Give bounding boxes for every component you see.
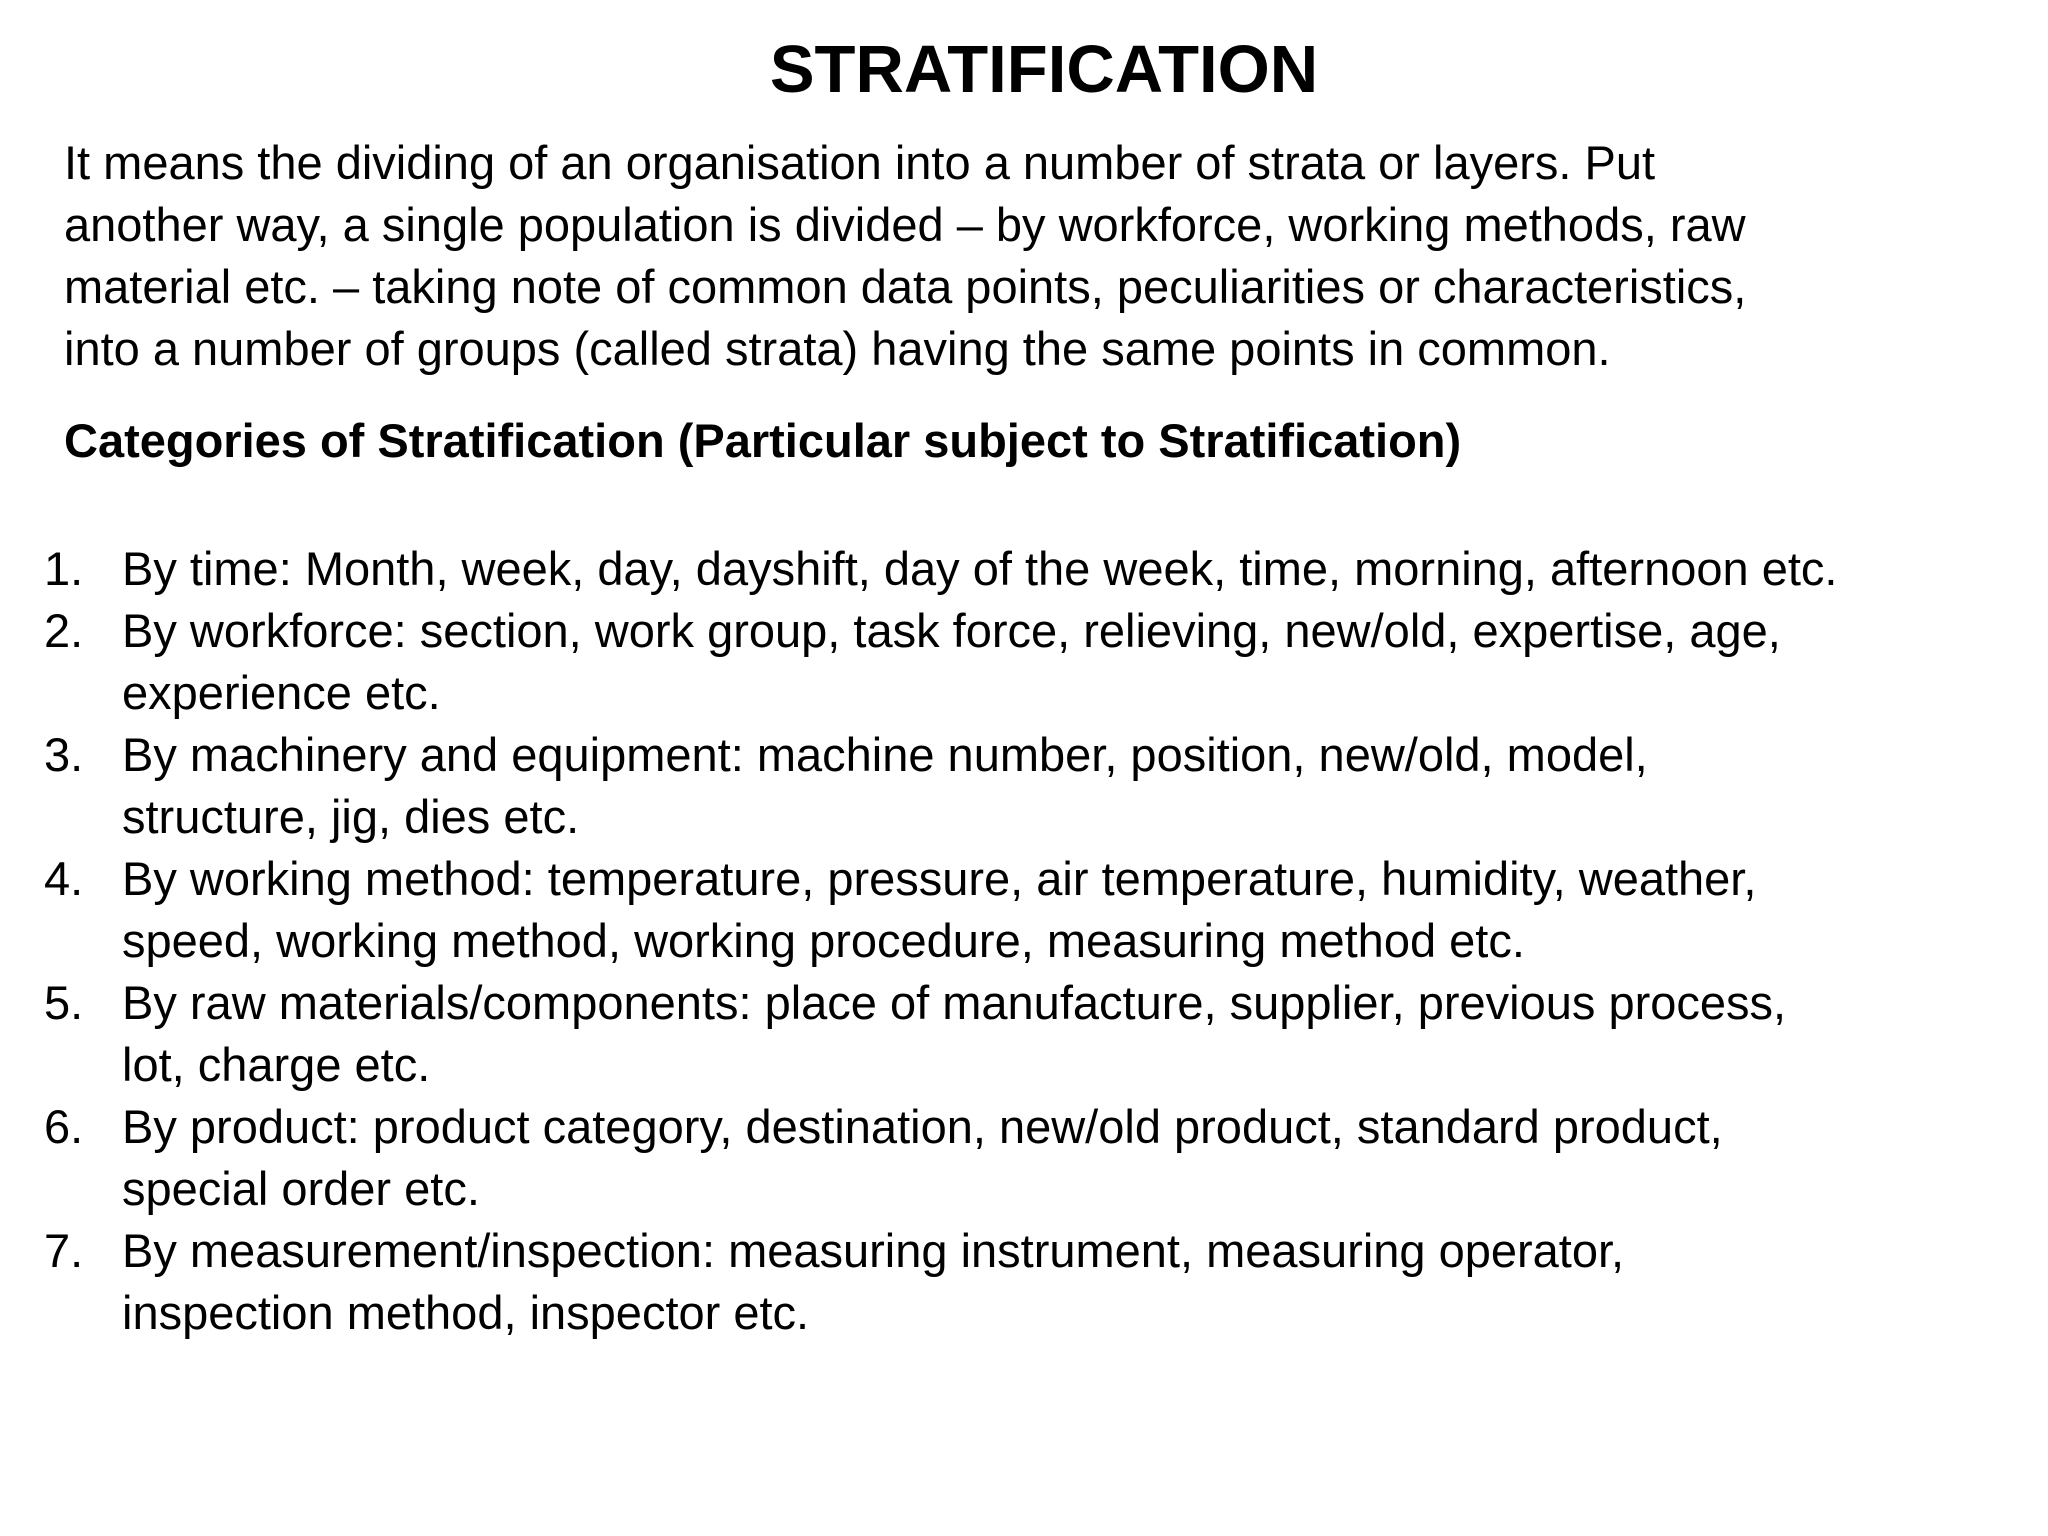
list-item-number: 5. <box>44 976 84 1029</box>
list-item <box>0 538 2048 600</box>
list-item-line: By product: product category, destination, new/old product, standard product, <box>122 1100 1723 1153</box>
intro-line: another way, a single population is divided – by workforce, working methods, raw <box>64 198 1746 251</box>
intro-line: material etc. – taking note of common data points, peculiarities or characteristics, <box>64 260 1747 313</box>
list-item-number: 7. <box>44 1224 84 1277</box>
list-item <box>0 972 2048 1096</box>
list-item-line: experience etc. <box>122 666 441 719</box>
list-item <box>0 1220 2048 1344</box>
intro-line: It means the dividing of an organisation into a number of strata or layers. Put <box>64 136 1656 189</box>
list-item <box>0 848 2048 972</box>
list-item-line: By machinery and equipment: machine number, position, new/old, model, <box>122 728 1648 781</box>
intro-line: into a number of groups (called strata) having the same points in common. <box>64 322 1611 375</box>
list-item-line: inspection method, inspector etc. <box>122 1286 810 1339</box>
list-item <box>0 1096 2048 1220</box>
list-item-number: 3. <box>44 728 84 781</box>
list-item-line: lot, charge etc. <box>122 1038 431 1091</box>
list-item-line: special order etc. <box>122 1162 480 1215</box>
page-title: STRATIFICATION <box>769 32 1319 107</box>
list-item-number: 4. <box>44 852 84 905</box>
list-item-line: By raw materials/components: place of manufacture, supplier, previous process, <box>122 976 1787 1029</box>
list-item-line: speed, working method, working procedure, measuring method etc. <box>122 914 1525 967</box>
categories-list <box>0 538 2048 1344</box>
list-item-number: 2. <box>44 604 84 657</box>
list-item-line: By time: Month, week, day, dayshift, day of the week, time, morning, afternoon etc. <box>122 542 1838 595</box>
list-item-line: By working method: temperature, pressure, air temperature, humidity, weather, <box>122 852 1757 905</box>
list-item-number: 6. <box>44 1100 84 1153</box>
list-item-number: 1. <box>44 542 84 595</box>
list-item <box>0 600 2048 724</box>
list-item-line: structure, jig, dies etc. <box>122 790 580 843</box>
categories-heading: Categories of Stratification (Particular subject to Stratification) <box>64 414 1462 467</box>
intro-paragraph <box>64 132 2004 380</box>
list-item-line: By workforce: section, work group, task force, relieving, new/old, expertise, age, <box>122 604 1781 657</box>
list-item-line: By measurement/inspection: measuring instrument, measuring operator, <box>122 1224 1625 1277</box>
list-item <box>0 724 2048 848</box>
